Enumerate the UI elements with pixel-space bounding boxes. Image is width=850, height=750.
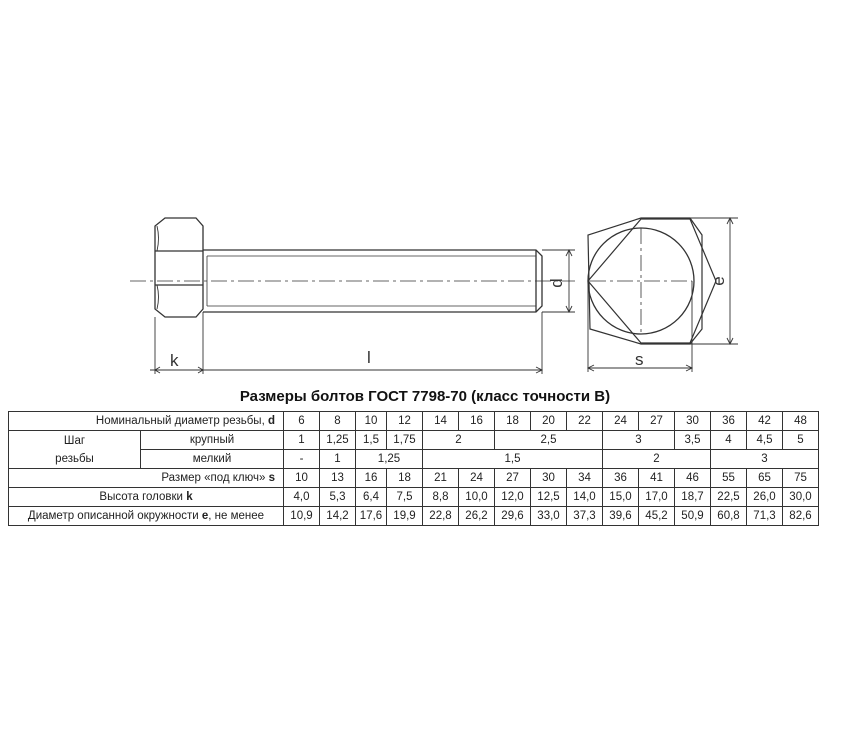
- cell: 36: [603, 469, 639, 488]
- cell: 1,25: [356, 450, 423, 469]
- cell: 75: [783, 469, 819, 488]
- cell: 82,6: [783, 507, 819, 526]
- cell: 2: [603, 450, 711, 469]
- cell: 17,6: [356, 507, 387, 526]
- cell: 29,6: [495, 507, 531, 526]
- cell: 3: [603, 431, 675, 450]
- cell: 12,0: [495, 488, 531, 507]
- cell: 16: [356, 469, 387, 488]
- cell: 26,2: [459, 507, 495, 526]
- cell: 22: [567, 412, 603, 431]
- cell: 20: [531, 412, 567, 431]
- cell: 3: [711, 450, 819, 469]
- row-label-pitch: Шаг резьбы: [9, 431, 141, 469]
- cell: 24: [459, 469, 495, 488]
- cell: 7,5: [387, 488, 423, 507]
- cell: 2: [423, 431, 495, 450]
- label-k: k: [170, 351, 179, 370]
- cell: 41: [639, 469, 675, 488]
- cell: 19,9: [387, 507, 423, 526]
- cell: 14,2: [320, 507, 356, 526]
- cell: 18,7: [675, 488, 711, 507]
- cell: 60,8: [711, 507, 747, 526]
- cell: 4,5: [747, 431, 783, 450]
- row-label-diameter: Номинальный диаметр резьбы, d: [9, 412, 284, 431]
- cell: 12,5: [531, 488, 567, 507]
- cell: 12: [387, 412, 423, 431]
- cell: 14,0: [567, 488, 603, 507]
- cell: 8: [320, 412, 356, 431]
- cell: 71,3: [747, 507, 783, 526]
- row-label-coarse: крупный: [141, 431, 284, 450]
- cell: 21: [423, 469, 459, 488]
- label-l: l: [367, 348, 371, 367]
- cell: 6: [284, 412, 320, 431]
- cell: 48: [783, 412, 819, 431]
- cell: 50,9: [675, 507, 711, 526]
- cell: 27: [639, 412, 675, 431]
- cell: 46: [675, 469, 711, 488]
- table-row-wrench: [9, 469, 819, 488]
- cell: 65: [747, 469, 783, 488]
- cell: 30,0: [783, 488, 819, 507]
- table-row-pitch-coarse: [9, 431, 819, 450]
- cell: 16: [459, 412, 495, 431]
- row-label-wrench: Размер «под ключ» s: [9, 469, 284, 488]
- cell: 33,0: [531, 507, 567, 526]
- cell: 1,5: [356, 431, 387, 450]
- bolt-dimensions-table: [8, 411, 819, 526]
- table-row-head-height: [9, 488, 819, 507]
- cell: 18: [387, 469, 423, 488]
- cell: 39,6: [603, 507, 639, 526]
- cell: 37,3: [567, 507, 603, 526]
- cell: 10: [356, 412, 387, 431]
- row-label-fine: мелкий: [141, 450, 284, 469]
- bolt-head-top: [588, 218, 716, 344]
- cell: 15,0: [603, 488, 639, 507]
- cell: 10: [284, 469, 320, 488]
- cell: 5: [783, 431, 819, 450]
- cell: 3,5: [675, 431, 711, 450]
- cell: 13: [320, 469, 356, 488]
- cell: 1: [284, 431, 320, 450]
- cell: 4,0: [284, 488, 320, 507]
- cell: 36: [711, 412, 747, 431]
- table-title: Размеры болтов ГОСТ 7798-70 (класс точности В): [239, 388, 611, 405]
- label-e: e: [709, 276, 728, 286]
- dimension-k: [150, 312, 208, 374]
- cell: 55: [711, 469, 747, 488]
- cell: 26,0: [747, 488, 783, 507]
- cell: 1: [320, 450, 356, 469]
- cell: 34: [567, 469, 603, 488]
- cell: 30: [675, 412, 711, 431]
- cell: 22,5: [711, 488, 747, 507]
- cell: -: [284, 450, 320, 469]
- cell: 18: [495, 412, 531, 431]
- cell: 27: [495, 469, 531, 488]
- cell: 14: [423, 412, 459, 431]
- cell: 5,3: [320, 488, 356, 507]
- cell: 6,4: [356, 488, 387, 507]
- cell: 17,0: [639, 488, 675, 507]
- cell: 45,2: [639, 507, 675, 526]
- cell: 1,25: [320, 431, 356, 450]
- dimension-l: [203, 312, 542, 374]
- label-s: s: [635, 350, 644, 369]
- cell: 2,5: [495, 431, 603, 450]
- row-label-head-height: Высота головки k: [9, 488, 284, 507]
- cell: 42: [747, 412, 783, 431]
- row-label-circle-diameter: Диаметр описанной окружности e, не менее: [9, 507, 284, 526]
- cell: 8,8: [423, 488, 459, 507]
- bolt-head-side: [155, 218, 203, 317]
- cell: 30: [531, 469, 567, 488]
- cell: 22,8: [423, 507, 459, 526]
- cell: 10,9: [284, 507, 320, 526]
- cell: 1,75: [387, 431, 423, 450]
- table-row-diameter: [9, 412, 819, 431]
- cell: 24: [603, 412, 639, 431]
- table-row-circle-diameter: [9, 507, 819, 526]
- cell: 4: [711, 431, 747, 450]
- label-d: d: [547, 278, 566, 288]
- cell: 10,0: [459, 488, 495, 507]
- cell: 1,5: [423, 450, 603, 469]
